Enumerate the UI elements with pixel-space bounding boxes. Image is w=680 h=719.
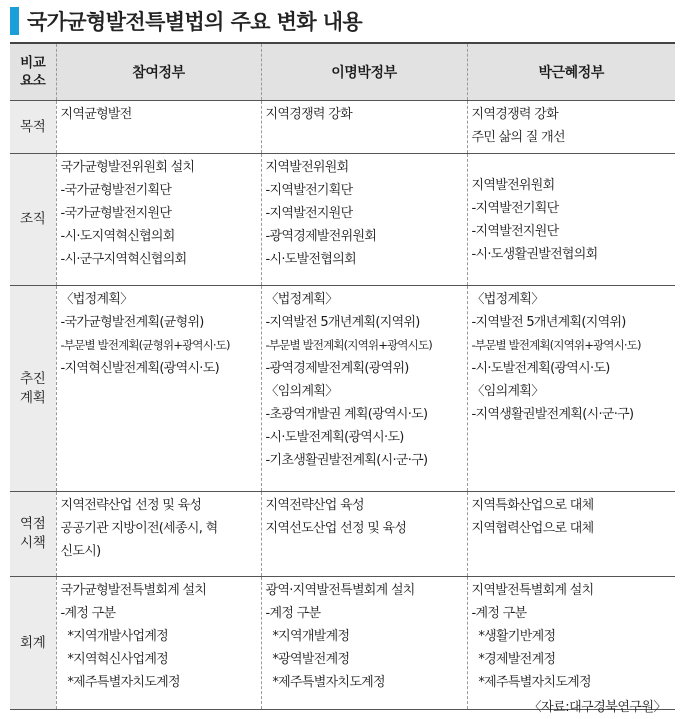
source-note: 〈자료:대구경북연구원〉 bbox=[528, 700, 666, 715]
row-label-key-policies bbox=[10, 492, 56, 577]
cell-line: 신도시) bbox=[60, 544, 101, 559]
row-label-line: 회계 bbox=[20, 634, 46, 651]
cell-line: 지역전략산업 선정 및 육성 bbox=[60, 498, 202, 513]
cell-line: -국가균형발전계획(균형위) bbox=[60, 315, 204, 330]
title-row bbox=[10, 4, 362, 38]
cell-accounts-participatory bbox=[56, 577, 261, 710]
cell-line: 〈법정계획〉 bbox=[265, 292, 338, 307]
cell-accounts-leemyungbak bbox=[261, 577, 467, 710]
cell-line: 국가균형발전위원회 설치 bbox=[60, 160, 195, 175]
cell-accounts-parkgeunhye bbox=[467, 577, 675, 710]
cell-line: -지역발전기획단 bbox=[265, 183, 353, 198]
cell-line: 〈임의계획〉 bbox=[471, 384, 544, 399]
cell-line: -시·군구지역혁신협의회 bbox=[60, 252, 187, 267]
cell-line: -시·도지역혁신협의회 bbox=[60, 229, 175, 244]
cell-line: -부문별 발전계획(균형위+광역시·도) bbox=[60, 338, 230, 352]
column-header-leemyungbak: 이명박정부 bbox=[261, 43, 467, 101]
cell-line: -시·도발전협의회 bbox=[265, 252, 356, 267]
row-label-accounts bbox=[10, 577, 56, 710]
cell-line: -부문별 발전계획(지역위+광역시·도) bbox=[471, 338, 641, 352]
cell-line: -광역경제발전계획(광역위) bbox=[265, 361, 409, 376]
cell-organization-participatory bbox=[56, 154, 261, 286]
corner-header bbox=[10, 43, 56, 101]
cell-line: -시·도발전계획(광역시·도) bbox=[265, 430, 404, 445]
row-label-line: 시책 bbox=[20, 535, 46, 551]
cell-key-policies-participatory bbox=[56, 492, 261, 577]
cell-line: *지역혁신사업계정 bbox=[60, 652, 169, 667]
cell-line: *광역발전계정 bbox=[265, 652, 350, 667]
row-label-line: 추진 bbox=[20, 370, 46, 387]
cell-line: 광역·지역발전특별회계 설치 bbox=[265, 583, 415, 598]
cell-organization-leemyungbak bbox=[261, 154, 467, 286]
cell-line: -시·도발전계획(광역시·도) bbox=[471, 361, 610, 376]
corner-header-line: 비교 bbox=[20, 55, 46, 71]
cell-line: 지역균형발전 bbox=[60, 107, 132, 122]
table-row-organization bbox=[10, 154, 675, 286]
cell-plans-leemyungbak bbox=[261, 286, 467, 492]
cell-line: *제주특별자치도계정 bbox=[471, 675, 591, 690]
cell-line: -계정 구분 bbox=[471, 606, 527, 621]
cell-line: 지역협력산업으로 대체 bbox=[471, 521, 594, 536]
row-label-line: 목적 bbox=[20, 118, 46, 135]
cell-line: 지역발전특별회계 설치 bbox=[471, 583, 594, 598]
cell-line: *지역개발사업계정 bbox=[60, 629, 169, 644]
cell-organization-parkgeunhye bbox=[467, 154, 675, 286]
cell-line: -지역발전 5개년계획(지역위) bbox=[471, 315, 626, 330]
title-accent-bar bbox=[10, 7, 19, 35]
cell-line: -지역생활권발전계획(시·군·구) bbox=[471, 407, 634, 422]
cell-line: -부문별 발전계획(지역위+광역시도) bbox=[265, 338, 432, 352]
corner-header-line: 요소 bbox=[20, 73, 46, 89]
cell-line: -계정 구분 bbox=[60, 606, 116, 621]
cell-line: 지역특화산업으로 대체 bbox=[471, 498, 594, 513]
cell-line: -계정 구분 bbox=[265, 606, 321, 621]
cell-line: -지역혁신발전계획(광역시·도) bbox=[60, 361, 219, 376]
cell-line: 〈법정계획〉 bbox=[471, 292, 544, 307]
cell-plans-parkgeunhye bbox=[467, 286, 675, 492]
cell-line: -지역발전기획단 bbox=[471, 200, 559, 216]
row-label-organization bbox=[10, 154, 56, 286]
cell-purpose-participatory bbox=[56, 101, 261, 154]
cell-line: 공공기관 지방이전(세종시, 혁 bbox=[60, 521, 218, 536]
cell-line: *지역개발계정 bbox=[265, 629, 350, 644]
cell-line: 지역경쟁력 강화 bbox=[471, 107, 558, 122]
cell-line: 〈임의계획〉 bbox=[265, 384, 338, 399]
cell-purpose-leemyungbak bbox=[261, 101, 467, 154]
table-row-accounts bbox=[10, 577, 675, 710]
cell-line: 지역경쟁력 강화 bbox=[265, 107, 352, 122]
cell-key-policies-leemyungbak bbox=[261, 492, 467, 577]
cell-line: -지역발전지원단 bbox=[265, 206, 353, 221]
cell-line: -지역발전지원단 bbox=[471, 223, 559, 239]
row-label-line: 계획 bbox=[20, 389, 46, 406]
cell-line: *제주특별자치도계정 bbox=[265, 675, 385, 690]
cell-line: -시·도생활권발전협의회 bbox=[471, 246, 598, 262]
table-row-plans bbox=[10, 286, 675, 492]
table-body bbox=[10, 101, 675, 710]
table-row-purpose bbox=[10, 101, 675, 154]
cell-line: 국가균형발전특별회계 설치 bbox=[60, 583, 207, 598]
column-header-participatory: 참여정부 bbox=[56, 43, 261, 101]
cell-line: -국가균형발전지원단 bbox=[60, 206, 172, 221]
cell-line: 지역전략산업 육성 bbox=[265, 498, 364, 513]
table-row-key-policies bbox=[10, 492, 675, 577]
cell-line: *경제발전계정 bbox=[471, 652, 556, 667]
comparison-table bbox=[10, 42, 675, 710]
cell-line: -국가균형발전기획단 bbox=[60, 183, 172, 198]
row-label-line: 역점 bbox=[20, 516, 46, 532]
column-header-parkgeunhye: 박근혜정부 bbox=[467, 43, 675, 101]
cell-line: 주민 삶의 질 개선 bbox=[471, 130, 565, 145]
cell-line: -기초생활권발전계획(시·군·구) bbox=[265, 453, 428, 468]
cell-plans-participatory bbox=[56, 286, 261, 492]
cell-line: 지역발전위원회 bbox=[265, 160, 349, 175]
cell-line: -지역발전 5개년계획(지역위) bbox=[265, 315, 420, 330]
cell-line: 지역발전위원회 bbox=[471, 177, 555, 193]
table-header-row bbox=[10, 43, 675, 101]
page-title: 국가균형발전특별법의 주요 변화 내용 bbox=[27, 10, 363, 34]
cell-line: -초광역개발권 계획(광역시·도) bbox=[265, 407, 428, 422]
cell-line: -광역경제발전위원회 bbox=[265, 229, 377, 244]
cell-key-policies-parkgeunhye bbox=[467, 492, 675, 577]
cell-line: *생활기반계정 bbox=[471, 629, 556, 644]
cell-line: 지역선도산업 선정 및 육성 bbox=[265, 521, 407, 536]
cell-line: 〈법정계획〉 bbox=[60, 292, 133, 307]
row-label-plans bbox=[10, 286, 56, 492]
row-label-purpose bbox=[10, 101, 56, 154]
cell-line: *제주특별자치도계정 bbox=[60, 675, 180, 690]
cell-purpose-parkgeunhye bbox=[467, 101, 675, 154]
row-label-line: 조직 bbox=[20, 211, 46, 227]
